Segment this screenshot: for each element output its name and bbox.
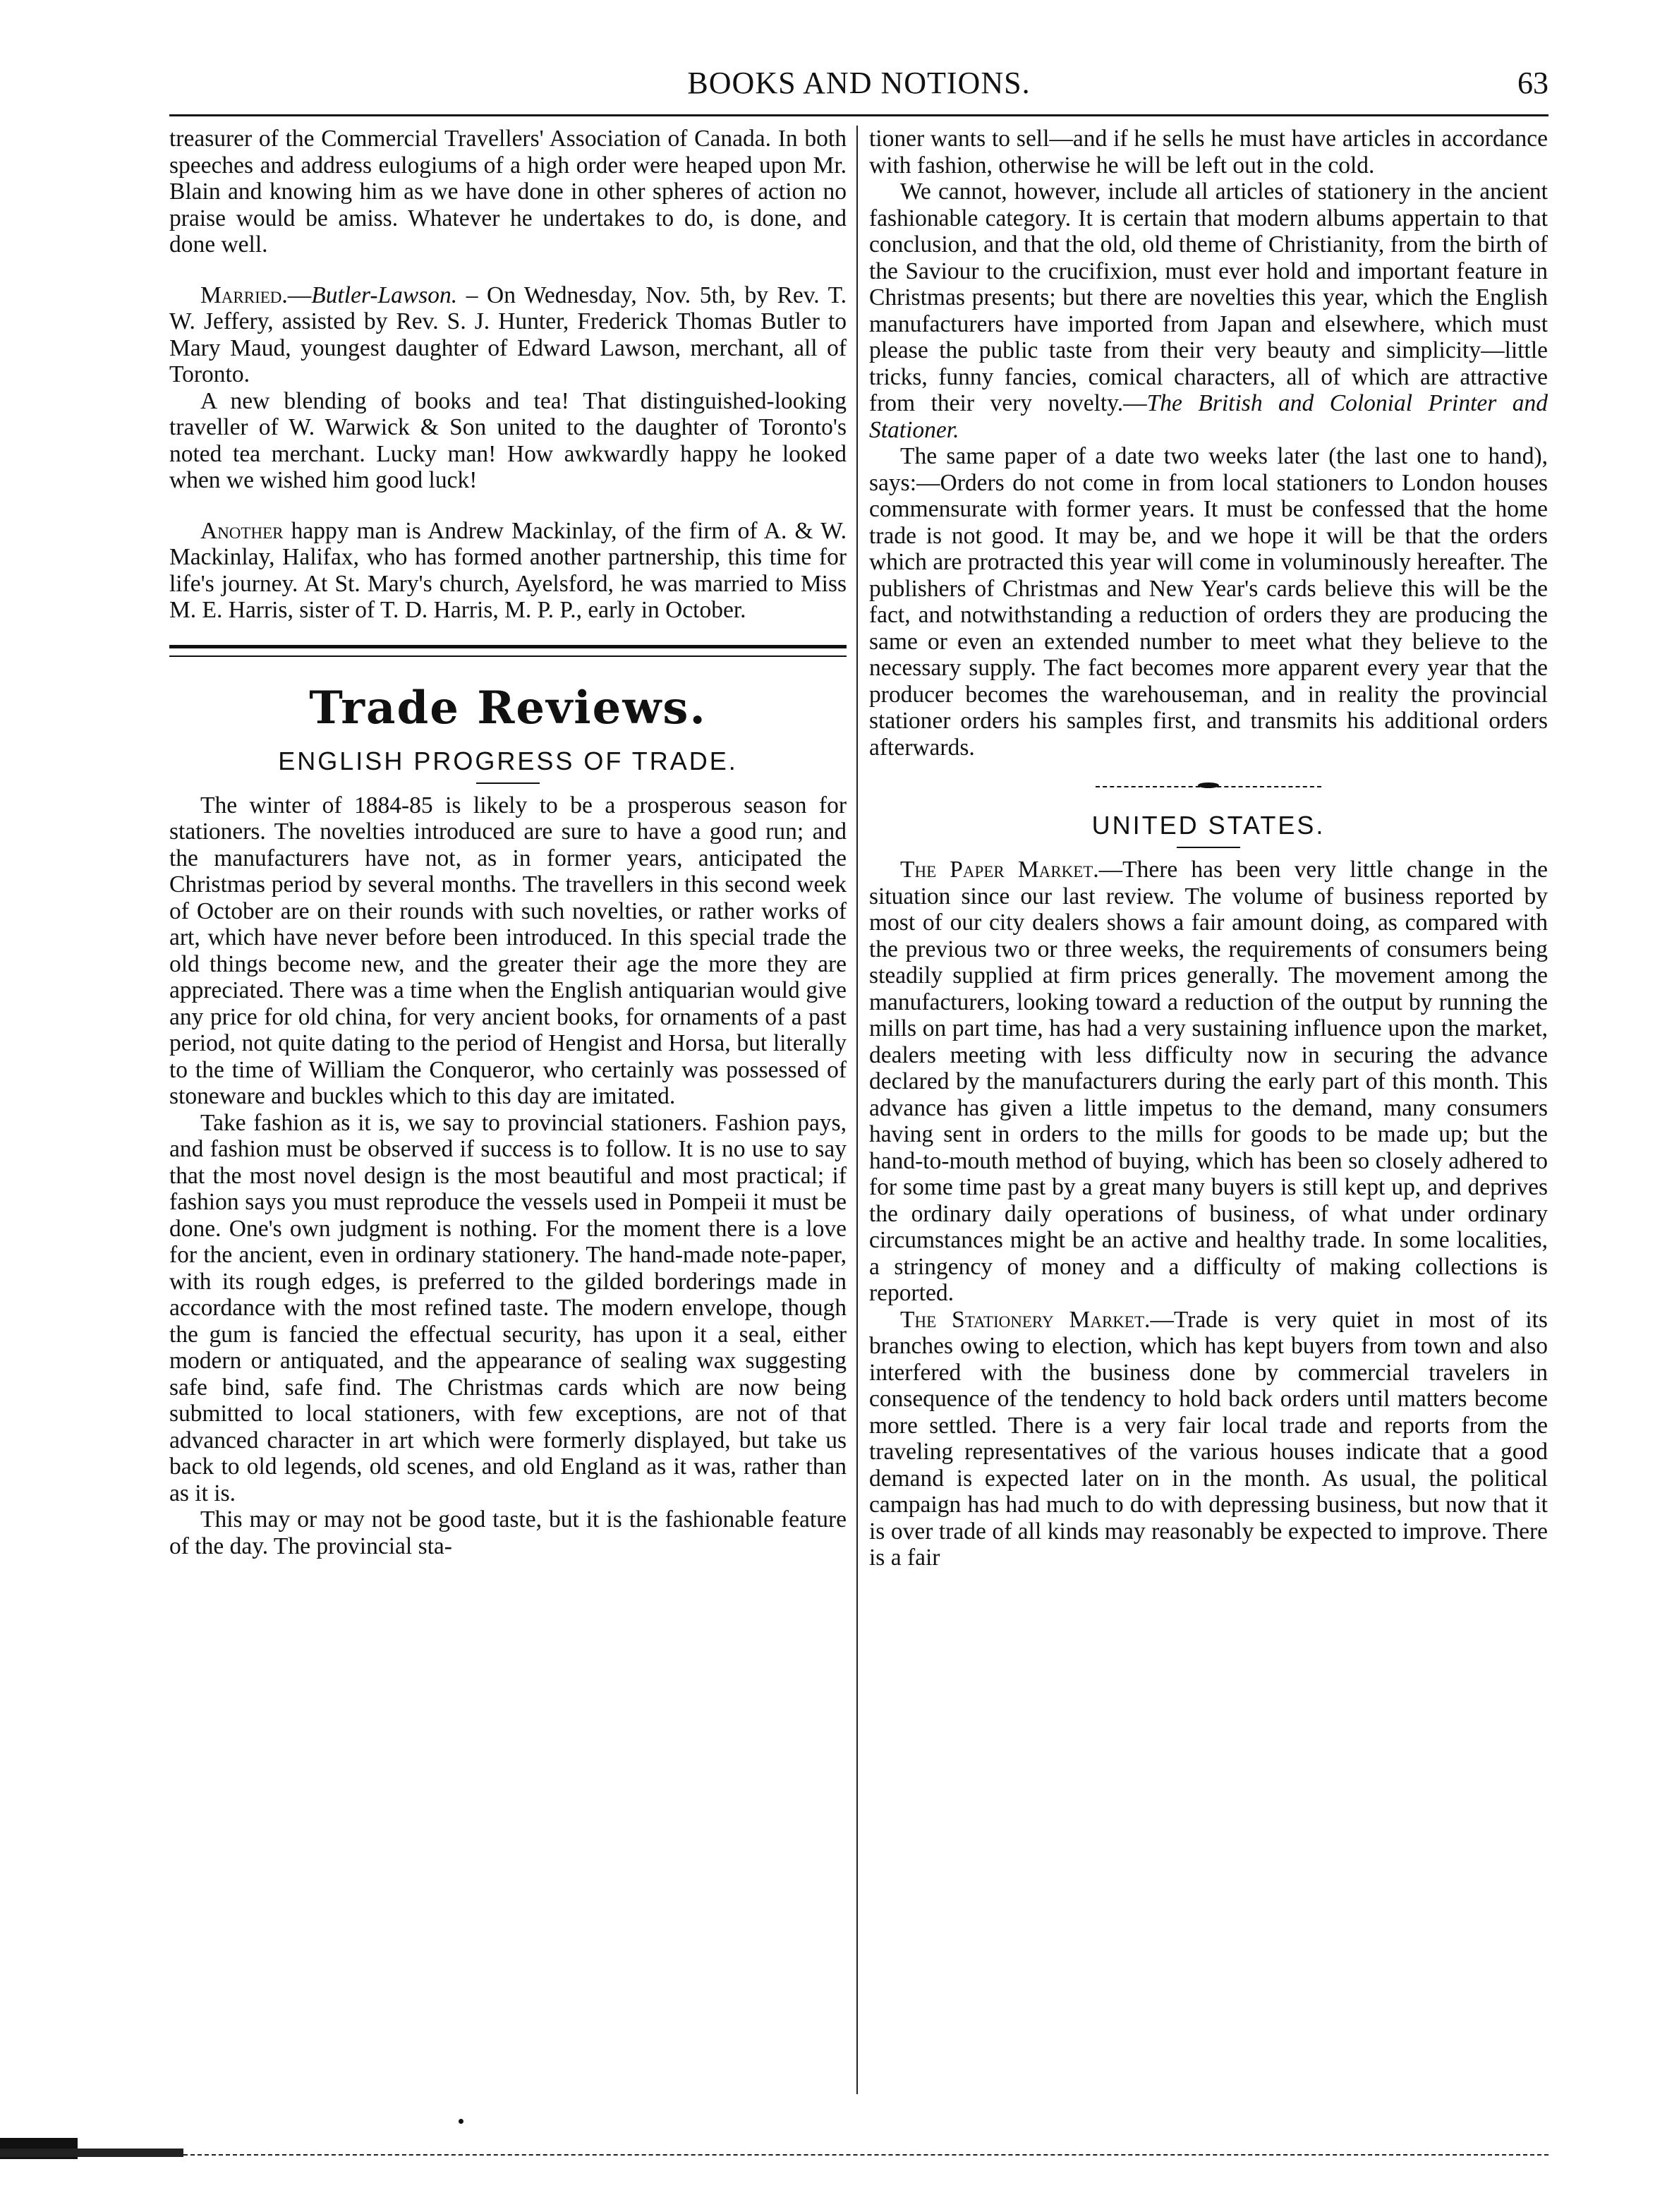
heading-rule	[476, 782, 540, 784]
article-heading: UNITED STATES.	[1091, 811, 1326, 840]
paragraph	[169, 518, 847, 624]
header-rule	[169, 114, 1548, 116]
running-header	[169, 65, 1548, 110]
paragraph-text: —There has been very little change in the situation since our last review. The volume of business reported by most of our city dealers shows a fair amount doing, as compared with the previous two or three weeks, the requirements of consumers being steadily supplied at firm prices generally. The movement among the manufacturers, looking toward a reduction of the output by running the mills on part time, has had a very sustaining influence upon the market, dealers meeting with less difficulty now in securing the advance declared by the manufacturers during the early part of this month. This advance has given a little impetus to the demand, many consumers having sent in orders to the mills for goods to be made up; but the hand-to-mouth method of buying, which has been so closely adhered to for some time past by a great many buyers is still kept up, and deprives the ordinary daily operations of business, of what under ordinary circumstances might be an active and healthy trade. In some localities, a stringency of money and a difficulty of making collections is reported.	[869, 857, 1548, 1306]
notice-text: happy man is Andrew Mackinlay, of the firm of A. & W. Mackinlay, Halifax, who has formed another partnership, this time for life's journey. At St. Mary's church, Ayelsford, he was married to Miss M. E. Harris, sister of T. D. Harris, M. P. P., early in October.	[169, 517, 847, 623]
ornament-divider	[1096, 786, 1321, 792]
binding-edge	[0, 2148, 183, 2157]
section-title: Trade Reviews.	[309, 681, 707, 735]
paragraph-lead: The Paper Market.	[900, 857, 1099, 883]
citation: The British and Colonial Printer and Stationer.	[869, 390, 1548, 443]
paragraph: A new blending of books and tea! That distinguished-looking traveller of W. Warwick & Son united to the daughter of Toronto's noted tea merchant. Lucky man! How awkwardly happy he looked when we wished him good luck!	[169, 387, 847, 493]
running-title: BOOKS AND NOTIONS.	[687, 66, 1031, 100]
marriage-notice: Married.—Butler-Lawson. – On Wednesday, Nov. 5th, by Rev. T. W. Jeffery, assisted by Rev. S. J. Hunter, Frederick Thomas Butler to Mary Maud, youngest daughter of Edward Lawson, merchant, all of Toronto.	[169, 282, 847, 387]
heading-rule	[1177, 847, 1240, 848]
paragraph: The winter of 1884-85 is likely to be a prosperous season for stationers. The novelties introduced are sure to have a good run; and the manufacturers have not, as in former years, anticipated the Christmas period by several months. The travellers in this second week of October are on their rounds with such novelties, or rather works of art, which have never before been introduced. In this special trade the old things become new, and the greater their age the more they are appreciated. There was a time when the English antiquarian would give any price for old china, for very ancient books, for ornaments of a past period, not quite dating to the period of Hengist and Horsa, but literally to the time of William the Conqueror, who certainly was possessed of stoneware and buckles which to this day are imitated.	[169, 792, 847, 1109]
page-number: 63	[1517, 66, 1548, 100]
paragraph: The same paper of a date two weeks later (the last one to hand), says:—Orders do not come in from local stationers to London houses commensurate with former years. It must be confessed that the home trade is not good. It may be, and we hope it will be that the orders which are protracted this year will come in voluminously hereafter. The publishers of Christmas and New Year's cards believe this will be the fact, and notwithstanding a reduction of orders they are producing the same or even an extended number to meet what they believe to the necessary supply. The fact becomes more apparent every year that the producer becomes the warehouseman, and in reality the provincial stationer orders his samples first, and transmits his additional orders afterwards.	[869, 443, 1548, 761]
paragraph-text: We cannot, however, include all articles of stationery in the ancient fashionable category. It is certain that modern albums appertain to that conclusion, and that the old, old theme of Christianity, from the birth of the Saviour to the crucifixion, must ever hold and important feature in Christmas presents; but there are novelties this year, which the English manufacturers have imported from Japan and elsewhere, which must please the public taste from their very beauty and simplicity—little tricks, funny fancies, comical characters, all of which are attractive from their very novelty.—	[869, 179, 1548, 416]
section-double-rule	[169, 645, 847, 657]
paragraph-lead: The Stationery Market.	[900, 1306, 1151, 1333]
paragraph: tioner wants to sell—and if he sells he must have articles in accordance with fashion, otherwise he will be left out in the cold.	[869, 126, 1548, 179]
notice-lead: Another	[200, 517, 284, 544]
paragraph: treasurer of the Commercial Travellers' Association of Canada. In both speeches and address eulogiums of a high order were heaped upon Mr. Blain and knowing him as we have done in other spheres of action no praise would be amiss. Whatever he undertakes to do, is done, and done well.	[169, 126, 847, 258]
notice-lead: Married.	[200, 282, 288, 308]
notice-names: Butler-Lawson.	[311, 282, 458, 308]
paragraph: This may or may not be good taste, but it is the fashionable feature of the day. The provincial sta-	[169, 1506, 847, 1559]
paragraph	[869, 179, 1548, 443]
footer-rule	[169, 2154, 1548, 2156]
left-column	[169, 126, 847, 1559]
article-heading: ENGLISH PROGRESS OF TRADE.	[278, 746, 738, 775]
stray-dot	[459, 2119, 463, 2124]
paragraph: Take fashion as it is, we say to provincial stationers. Fashion pays, and fashion must be observed if success is to follow. It is no use to say that the most novel design is the most beautiful and most practical; if fashion says you must reproduce the vessels used in Pompeii it must be done. One's own judgment is nothing. For the moment there is a love for the ancient, even in ordinary stationery. The hand-made note-paper, with its rough edges, is preferred to the gilded borderings made in accordance with the most refined taste. The modern envelope, though the gum is fancied the effectual security, has upon it a seal, either modern or antiquated, and the appearance of sealing wax suggesting safe bind, safe find. The Christmas cards which are now being submitted to local stationers, with few exceptions, are not of that advanced character in art which were formerly displayed, but take us back to old legends, old scenes, and old England as it was, rather than as it is.	[169, 1109, 847, 1506]
paragraph-text: —Trade is very quiet in most of its branches owing to election, which has kept buyers from town and also interfered with the business done by commercial travelers in consequence of the tendency to hold back orders until matters become more settled. There is a very fair local trade and reports from the traveling representatives of the various houses indicate that a good demand is expected later on in the month. As usual, the political campaign has had much to do with depressing business, but now that it is over trade of all kinds may reasonably be expected to improve. There is a fair	[869, 1306, 1548, 1571]
right-column	[869, 126, 1548, 1571]
notice-text: – On Wednesday, Nov. 5th, by Rev. T. W. Jeffery, assisted by Rev. S. J. Hunter, Frederick Thomas Butler to Mary Maud, youngest daughter of Edward Lawson, merchant, all of Toronto.	[169, 282, 847, 387]
paragraph	[869, 857, 1548, 1307]
column-divider	[856, 126, 858, 2094]
paragraph	[869, 1307, 1548, 1571]
